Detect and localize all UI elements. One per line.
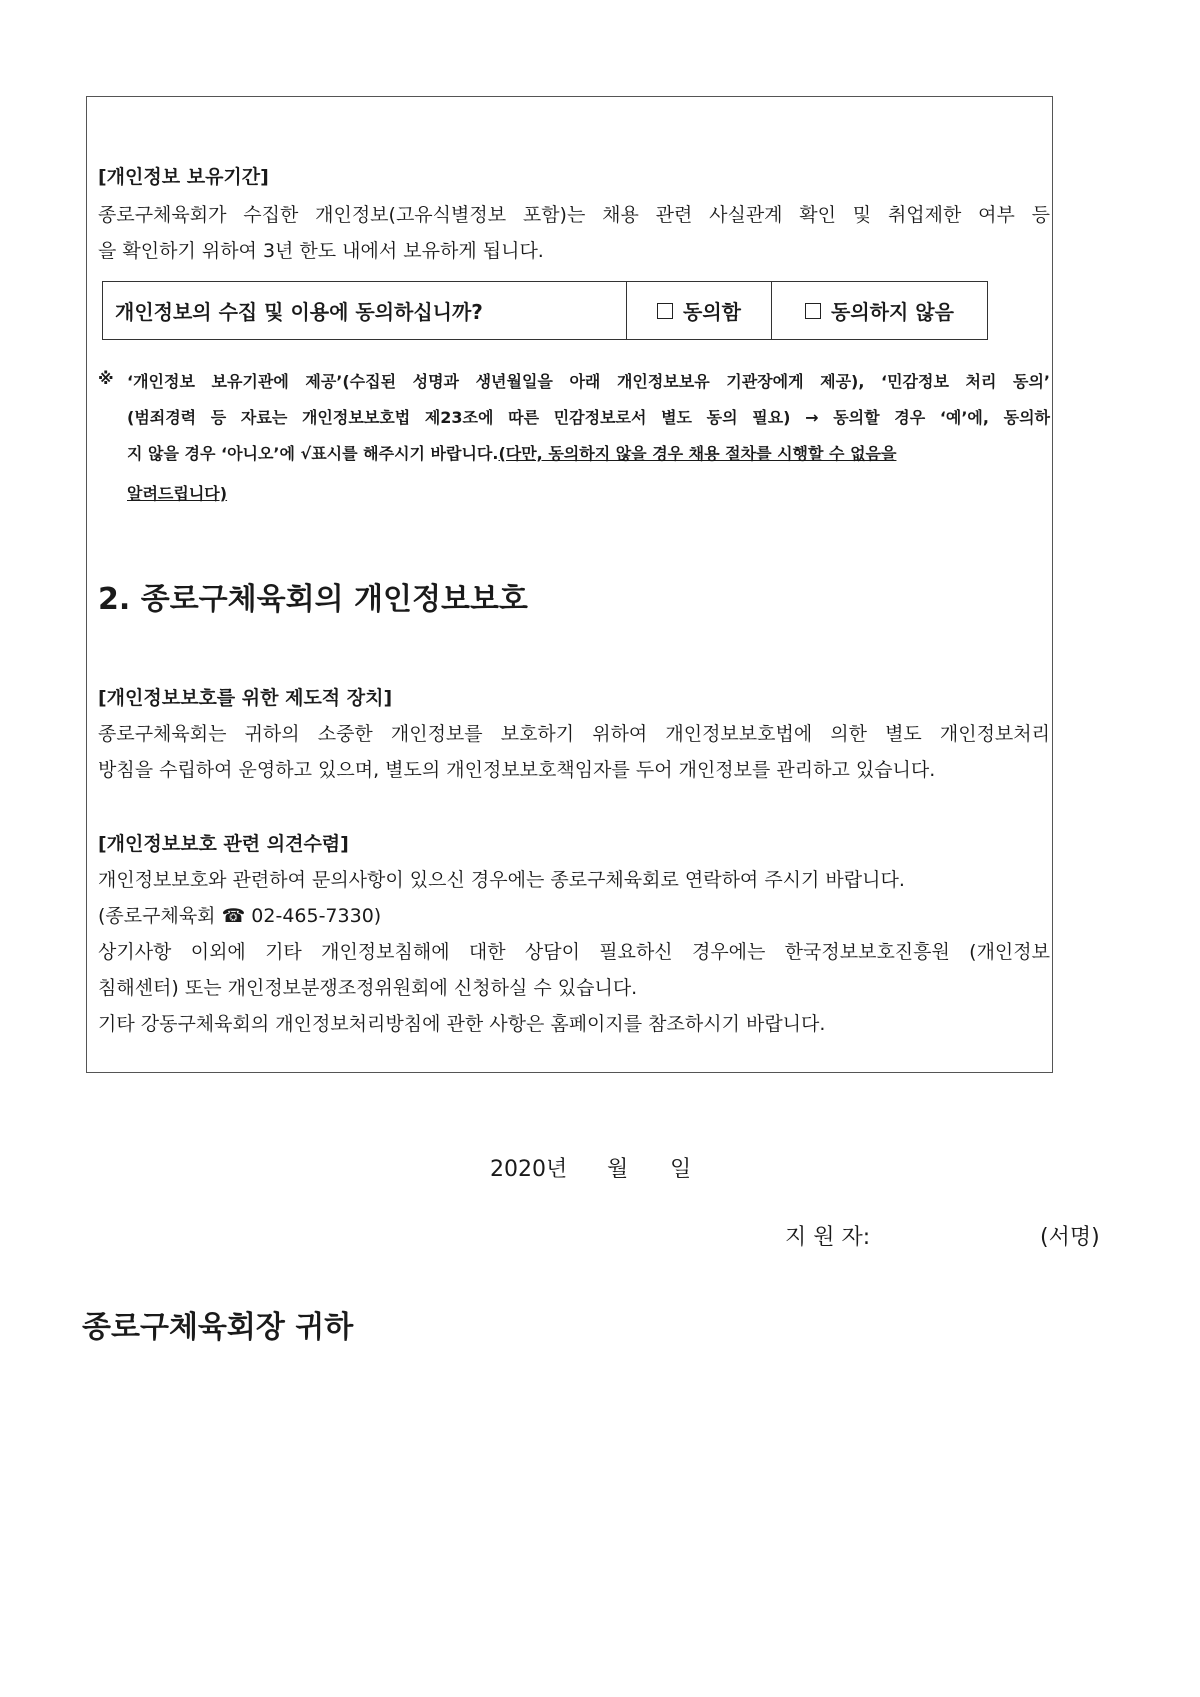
- consent-question: 개인정보의 수집 및 이용에 동의하십니까?: [103, 282, 627, 339]
- opinion-heading: [개인정보보호 관련 의견수렴]: [98, 833, 349, 855]
- note-line3-warning: (다만, 동의하지 않을 경우 채용 절차를 시행할 수 없음을: [498, 444, 897, 463]
- date-month: 월: [607, 1157, 629, 1182]
- applicant-label: 지 원 자:: [785, 1225, 871, 1250]
- disagree-checkbox[interactable]: [805, 303, 821, 319]
- measures-text-line2: 방침을 수립하여 운영하고 있으며, 별도의 개인정보보호책임자를 두어 개인정보를 관리하고 있습니다.: [98, 759, 936, 781]
- addressee: 종로구체육회장 귀하: [82, 1310, 354, 1345]
- disagree-label: 동의하지 않음: [831, 300, 954, 324]
- opinion-text-line5: 기타 강동구체육회의 개인정보처리방침에 관한 사항은 홈페이지를 참조하시기 바랍니다.: [98, 1013, 826, 1035]
- date-year: 2020년: [490, 1157, 568, 1182]
- retention-heading: [개인정보 보유기간]: [98, 166, 269, 188]
- section2-title: 2. 종로구체육회의 개인정보보호: [98, 582, 528, 617]
- note-line1: ‘개인정보 보유기관에 제공’(수집된 성명과 생년월일을 아래 개인정보보유 기관장에게 제공), ‘민감정보 처리 동의’: [127, 372, 1050, 391]
- note-line3: [127, 441, 896, 464]
- note-line4: 알려드립니다): [127, 484, 228, 503]
- retention-text-line1: 종로구체육회가 수집한 개인정보(고유식별정보 포함)는 채용 관련 사실관계 확인 및 취업제한 여부 등: [98, 204, 1050, 226]
- signature-label: (서명): [1040, 1225, 1100, 1250]
- agree-option[interactable]: [627, 282, 772, 339]
- note-line3-instruction: 지 않을 경우 ‘아니오’에 √표시를 해주시기 바랍니다.: [127, 444, 499, 463]
- opinion-text-line4: 침해센터) 또는 개인정보분쟁조정위원회에 신청하실 수 있습니다.: [98, 977, 638, 999]
- retention-text-line2: 을 확인하기 위하여 3년 한도 내에서 보유하게 됩니다.: [98, 240, 544, 262]
- agree-label: 동의함: [683, 300, 741, 324]
- opinion-text-line1: 개인정보보호와 관련하여 문의사항이 있으신 경우에는 종로구체육회로 연락하여 주시기 바랍니다.: [98, 869, 905, 891]
- measures-text-line1: 종로구체육회는 귀하의 소중한 개인정보를 보호하기 위하여 개인정보보호법에 의한 별도 개인정보처리: [98, 723, 1050, 745]
- consent-table: [102, 281, 988, 340]
- agree-checkbox[interactable]: [657, 303, 673, 319]
- disagree-option[interactable]: [772, 282, 987, 339]
- date-day: 일: [670, 1157, 692, 1182]
- measures-heading: [개인정보보호를 위한 제도적 장치]: [98, 687, 393, 709]
- note-mark: ※: [98, 369, 114, 388]
- opinion-text-line3: 상기사항 이외에 기타 개인정보침해에 대한 상담이 필요하신 경우에는 한국정보보호진흥원 (개인정보: [98, 941, 1050, 963]
- contact-phone: (종로구체육회 ☎ 02-465-7330): [98, 905, 382, 927]
- note-line2: (범죄경력 등 자료는 개인정보보호법 제23조에 따른 민감정보로서 별도 동의 필요) → 동의할 경우 ‘예’에, 동의하: [127, 408, 1050, 427]
